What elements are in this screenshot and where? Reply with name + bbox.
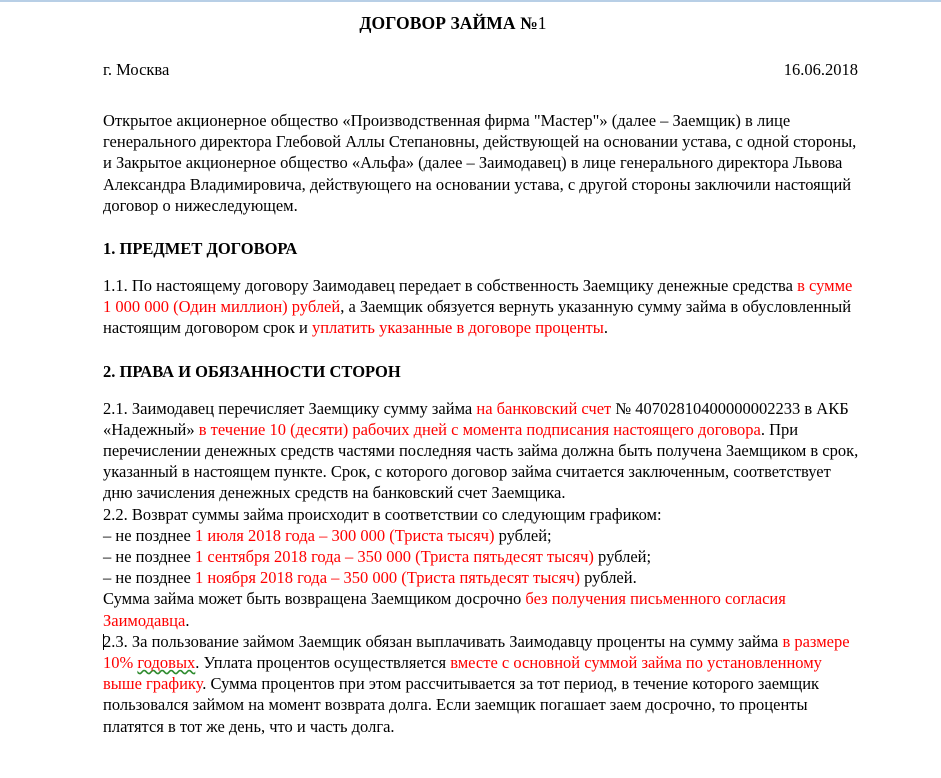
early-repayment-paragraph xyxy=(103,588,863,630)
clause-2-3-highlight-rate-prefix: в размере 10% xyxy=(103,631,850,673)
clause-2-3-spellcheck-word[interactable]: годовых xyxy=(137,653,196,673)
clause-2-1-highlight-account-label: на банковский счет xyxy=(476,398,612,418)
clause-2-1-account-number: № 40702810400000002233 в АКБ «Надежный» xyxy=(103,398,849,439)
schedule-item-3-prefix: – не позднее xyxy=(103,568,195,588)
clause-1-1-highlight-amount: в сумме 1 000 000 (Один миллион) рублей xyxy=(103,276,853,317)
clause-2-2-intro: 2.2. Возврат суммы займа происходит в соответствии со следующим графиком: xyxy=(103,504,662,524)
clause-2-1-highlight-term: в течение 10 (десяти) рабочих дней с момента подписания настоящего договора xyxy=(198,419,761,439)
schedule-item-1-highlight: 1 июля 2018 года – 300 000 (Триста тысяч) xyxy=(194,525,495,545)
early-repayment-text-2: . xyxy=(185,610,190,630)
clause-1-1-text-2: , а Заемщик обязуется вернуть указанную сумму займа в обусловленный настоящим договором срок и xyxy=(103,297,852,338)
schedule-item-1 xyxy=(103,525,863,546)
document-title xyxy=(103,0,803,34)
document-content xyxy=(103,0,863,737)
clause-2-3[interactable] xyxy=(103,631,863,737)
schedule-item-2 xyxy=(103,546,863,567)
clause-2-1 xyxy=(103,398,863,504)
clause-1-1-text-1: 1.1. По настоящему договору Заимодавец передает в собственность Заемщику денежные средства xyxy=(103,276,798,296)
early-repayment-highlight: без получения письменного согласия Заимодавца xyxy=(103,589,786,630)
clause-1-1 xyxy=(103,275,863,339)
spacer-before-preamble xyxy=(103,80,863,110)
clause-2-3-highlight-schedule: вместе с основной суммой займа по установленному выше графику xyxy=(103,653,822,694)
schedule-item-3-highlight: 1 ноября 2018 года – 350 000 (Триста пятьдесят тысяч) xyxy=(194,568,581,588)
spacer-before-section2-heading xyxy=(103,339,863,361)
spacer-after-section1-heading xyxy=(103,259,863,275)
schedule-item-1-prefix: – не позднее xyxy=(103,525,195,545)
clause-2-3-text-2: . Уплата процентов осуществляется xyxy=(195,653,451,673)
clause-1-1-highlight-interest: уплатить указанные в договоре проценты xyxy=(311,318,604,338)
clause-2-3-text-1: 2.3. За пользование займом Заемщик обязан выплачивать Заимодавцу проценты на сумму займа xyxy=(103,631,783,651)
preamble-paragraph: Открытое акционерное общество «Производственная фирма "Мастер"» (далее – Заемщик) в лице генерального директора Глебовой Аллы Степановны, действующей на основании устава, с одной стороны, и Закрытое акционерное общество «Альфа» (далее – Заимодавец) в лице генерального директора Львова Александра Владимировича, действующего на основании устава, с другой стороны заключили настоящий договор о нижеследующем. xyxy=(103,111,857,215)
document-date: 16.06.2018 xyxy=(783,60,858,79)
document-meta-row xyxy=(103,59,858,80)
schedule-item-1-suffix: рублей; xyxy=(494,525,552,545)
clause-2-1-text-3: . При перечислении денежных средств частями последняя часть займа должна быть получена Заемщиком в срок, указанный в настоящем пункте. Срок, с которого договор займа считается заключенным, соответствует дню зачисления денежных средств на банковский счет Заемщика. xyxy=(103,419,859,503)
schedule-item-3 xyxy=(103,567,863,588)
spacer-after-section2-heading xyxy=(103,382,863,398)
schedule-item-2-highlight: 1 сентября 2018 года – 350 000 (Триста пятьдесят тысяч) xyxy=(194,547,594,567)
early-repayment-text-1: Сумма займа может быть возвращена Заемщиком досрочно xyxy=(103,589,526,609)
section-1-heading: 1. ПРЕДМЕТ ДОГОВОРА xyxy=(103,239,298,259)
section-2-heading: 2. ПРАВА И ОБЯЗАННОСТИ СТОРОН xyxy=(103,361,401,381)
clause-2-3-text-3: . Сумма процентов при этом рассчитывается за тот период, в течение которого заемщик пользовался займом на момент возврата долга. Если заемщик погашает заем досрочно, то проценты платятся в тот же день, что и часть долга. xyxy=(103,674,820,736)
clause-1-1-text-3: . xyxy=(603,318,608,338)
schedule-item-2-prefix: – не позднее xyxy=(103,547,195,567)
schedule-item-2-suffix: рублей; xyxy=(593,547,652,567)
document-title-prefix: ДОГОВОР ЗАЙМА № xyxy=(359,13,538,33)
spacer-before-section1-heading xyxy=(103,216,863,238)
clause-2-1-text-1: 2.1. Заимодавец перечисляет Заемщику сумму займа xyxy=(103,398,477,418)
document-title-number: 1 xyxy=(537,13,547,33)
document-city: г. Москва xyxy=(103,60,170,79)
schedule-item-3-suffix: рублей. xyxy=(580,568,637,588)
